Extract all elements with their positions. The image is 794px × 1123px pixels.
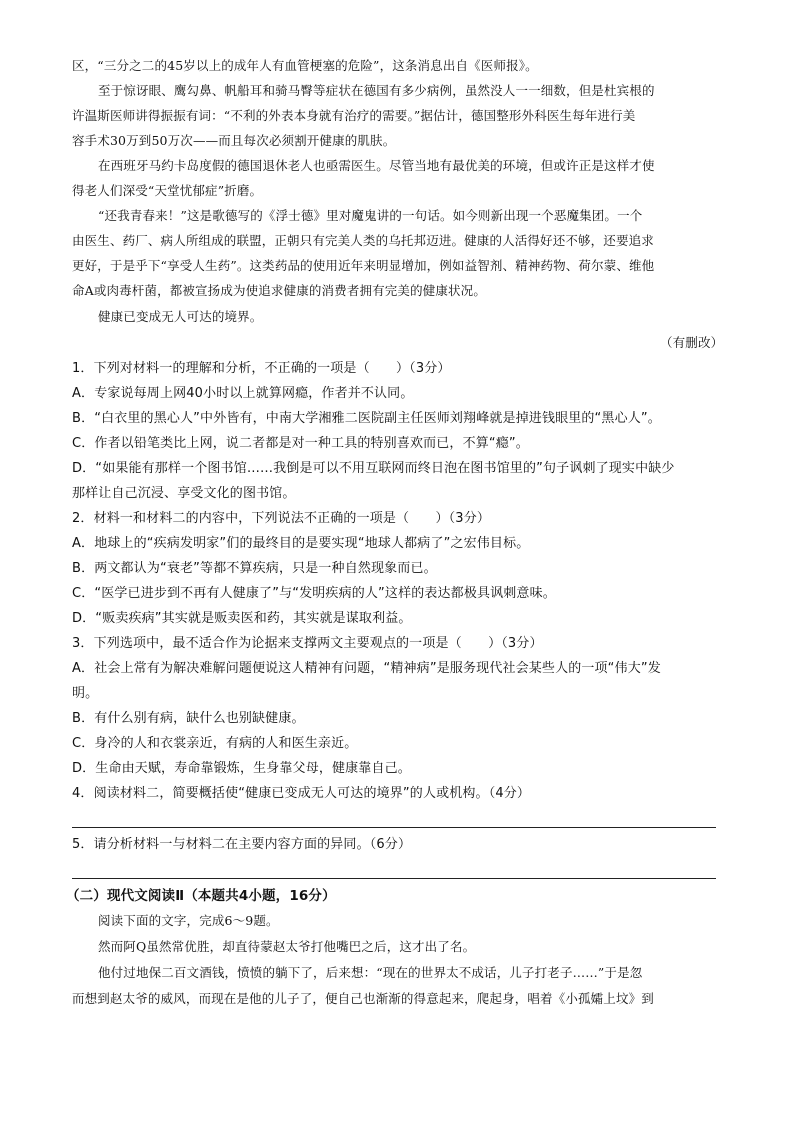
material-line: 至于惊讶眼、鹰勾鼻、帆船耳和骑马臀等症状在德国有多少病例，虽然没人一一细数，但是杜宾根的 (98, 83, 655, 98)
passage-line: 他付过地保二百文酒钱，愤愤的躺下了，后来想：“现在的世界太不成话，儿子打老子……”于是忽 (98, 965, 643, 980)
question-option: A．专家说每周上网40小时以上就算网瘾，作者并不认同。 (72, 386, 414, 401)
question-2: 2．材料一和材料二的内容中，下列说法不正确的一项是（ ）（3分） (72, 511, 490, 526)
question-3: 3．下列选项中，最不适合作为论据来支撑两文主要观点的一项是（ ）（3分） (72, 636, 543, 651)
question-option: C．作者以铅笔类比上网，说二者都是对一种工具的特别喜欢而已，不算“瘾”。 (72, 436, 529, 451)
question-5: 5．请分析材料一与材料二在主要内容方面的异同。（6分） (72, 837, 412, 852)
material-line: 在西班牙马约卡岛度假的德国退休老人也亟需医生。尽管当地有最优美的环境，但或许正是这样才使 (98, 158, 655, 173)
question-option: D．“如果能有那样一个图书馆……我倒是可以不用互联网而终日泡在图书馆里的”句子讽刺了现实中缺少 (72, 461, 675, 476)
answer-line-q5[interactable] (72, 878, 716, 879)
question-option: C．身冷的人和衣裳亲近，有病的人和医生亲近。 (72, 736, 358, 751)
question-1: 1．下列对材料一的理解和分析，不正确的一项是（ ）（3分） (72, 361, 451, 376)
question-option: D．“贩卖疾病”其实就是贩卖医和药，其实就是谋取利益。 (72, 611, 412, 626)
question-option: B．“白衣里的黑心人”中外皆有，中南大学湘雅二医院副主任医师刘翔峰就是掉进钱眼里的“黑心人”。 (72, 411, 661, 426)
section-instruction: 阅读下面的文字，完成6～9题。 (98, 913, 279, 928)
question-option: A．社会上常有为解决难解问题便说这人精神有问题，“精神病”是服务现代社会某些人的一项“伟大”发 (72, 661, 661, 676)
material-line: 得老人们深受“天堂忧郁症”折磨。 (72, 183, 263, 198)
material-line: 许温斯医师讲得振振有词：“不利的外表本身就有治疗的需要。”据估计，德国整形外科医生每年进行美 (72, 108, 636, 123)
answer-line-q4[interactable] (72, 827, 716, 828)
material-line: 容手术30万到50万次——而且每次必须割开健康的肌肤。 (72, 133, 396, 148)
material-line: 由医生、药厂、病人所组成的联盟，正朝只有完美人类的乌托邦迈进。健康的人活得好还不够，还要追求 (72, 233, 654, 248)
question-option: B．有什么别有病，缺什么也别缺健康。 (72, 711, 305, 726)
passage-line: 而想到赵太爷的威风，而现在是他的儿子了，便自己也渐渐的得意起来，爬起身，唱着《小孤孀上坟》到 (72, 991, 654, 1006)
question-option: D．生命由天赋，寿命靠锻炼，生身靠父母，健康靠自己。 (72, 761, 411, 776)
material-line: “还我青春来！”这是歌德写的《浮士德》里对魔鬼讲的一句话。如今则新出现一个恶魔集团。一个 (98, 208, 643, 223)
question-4: 4．阅读材料二，简要概括使“健康已变成无人可达的境界”的人或机构。（4分） (72, 786, 531, 801)
material-line: 更好，于是乎下“享受人生药”。这类药品的使用近年来明显增加，例如益智剂、精神药物、荷尔蒙、维他 (72, 258, 655, 273)
passage-line: 然而阿Q虽然常优胜，却直待蒙赵太爷打他嘴巴之后，这才出了名。 (98, 939, 476, 954)
question-option: 那样让自己沉浸、享受文化的图书馆。 (72, 486, 296, 501)
material-line: 区，“三分之二的45岁以上的成年人有血管梗塞的危险”，这条消息出自《医师报》。 (72, 58, 538, 73)
source-note: （有删改） (660, 335, 724, 350)
material-line: 命A或肉毒杆菌，都被宣扬成为使追求健康的消费者拥有完美的健康状况。 (72, 283, 486, 298)
question-option: B．两文都认为“衰老”等都不算疾病，只是一种自然现象而已。 (72, 561, 437, 576)
material-line: 健康已变成无人可达的境界。 (98, 309, 263, 324)
question-option: A．地球上的“疾病发明家”们的最终目的是要实现“地球人都病了”之宏伟目标。 (72, 536, 530, 551)
section-title: （二）现代文阅读Ⅱ（本题共4小题，16分） (66, 888, 336, 904)
question-option: C．“医学已进步到不再有人健康了”与“发明疾病的人”这样的表达都极具讽刺意味。 (72, 586, 556, 601)
question-option: 明。 (72, 686, 99, 701)
